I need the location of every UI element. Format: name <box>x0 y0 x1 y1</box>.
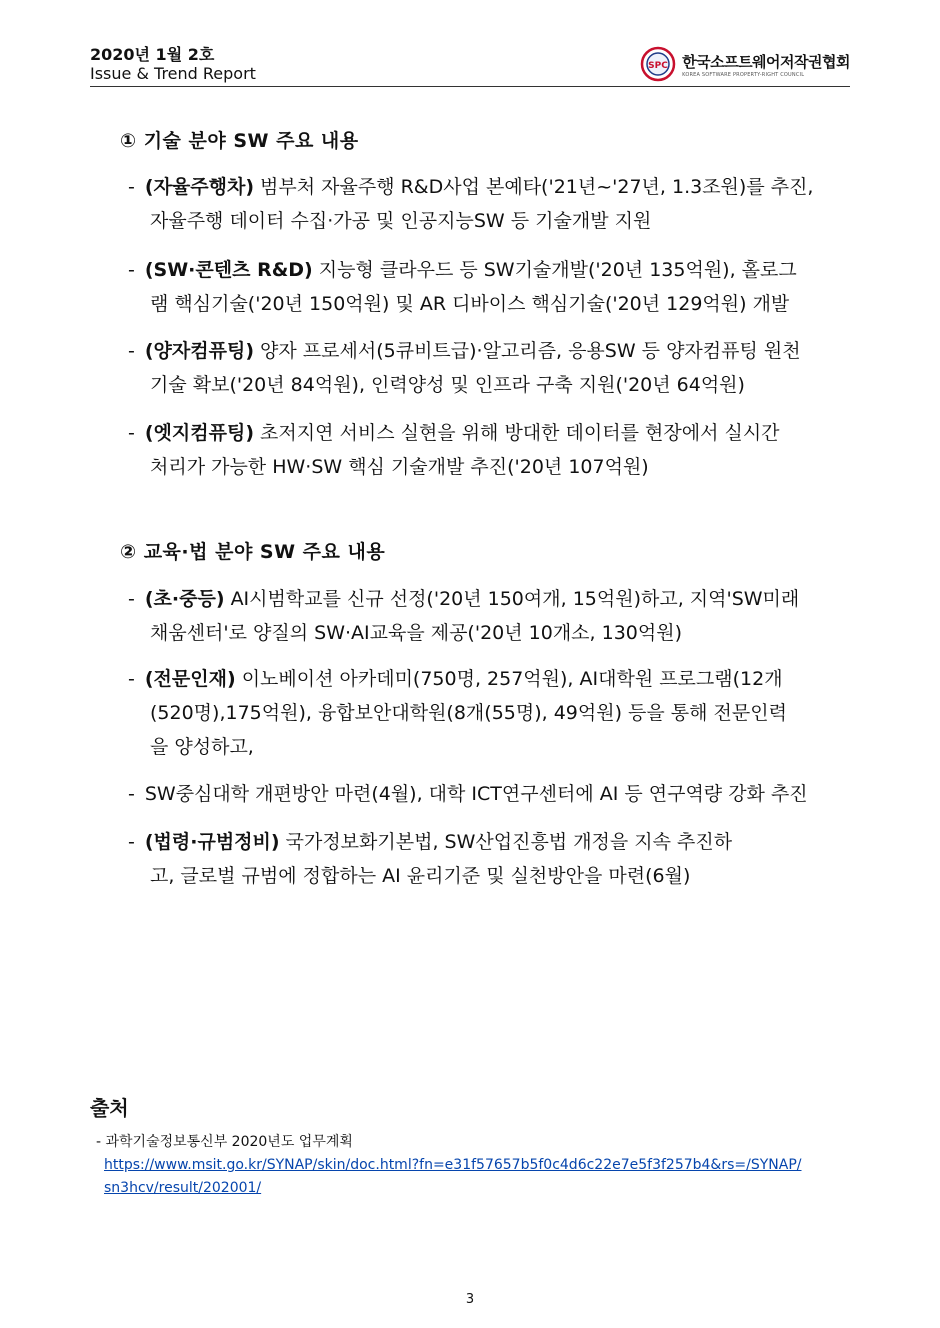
header-divider <box>90 86 850 87</box>
item-label: (자율주행차) <box>144 176 254 198</box>
item-text-cont: 기술 확보('20년 84억원), 인력양성 및 인프라 구축 지원('20년 64억원) <box>150 374 745 396</box>
list-item: - SW중심대학 개편방안 마련(4월), 대학 ICT연구센터에 AI 등 연구역량 강화 추진 <box>128 777 850 811</box>
source-url-line2: sn3hcv/result/202001/ <box>104 1180 262 1196</box>
emblem-text: SPC <box>648 61 668 71</box>
report-title: Issue & Trend Report <box>90 64 256 83</box>
item-label: (양자컴퓨팅) <box>144 340 254 362</box>
item-label: (SW·콘텐츠 R&D) <box>144 259 313 281</box>
list-item: - (자율주행차) 범부처 자율주행 R&D사업 본예타('21년~'27년, 1.3조원)를 추진, 자율주행 데이터 수집·가공 및 인공지능SW 등 기술개발 지원 <box>128 170 850 238</box>
item-text-cont: 자율주행 데이터 수집·가공 및 인공지능SW 등 기술개발 지원 <box>150 210 652 232</box>
item-text-cont: 을 양성하고, <box>150 736 254 758</box>
source-text: - 과학기술정보통신부 2020년도 업무계획 <box>96 1134 353 1150</box>
item-text-cont: 고, 글로벌 규범에 정합하는 AI 윤리기준 및 실천방안을 마련(6월) <box>150 865 691 887</box>
spc-emblem-icon <box>640 46 676 82</box>
item-text: AI시범학교를 신규 선정('20년 150여개, 15억원)하고, 지역'SW미래 <box>230 588 800 610</box>
source-url-line1: https://www.msit.go.kr/SYNAP/skin/doc.html?fn=e31f57657b5f0c4d6c22e7e5f3f257b4&rs=/SYNAP/ <box>104 1157 802 1173</box>
issue-date: 2020년 1월 2호 <box>90 45 215 64</box>
page-number: 3 <box>465 1292 475 1307</box>
org-english-name: KOREA SOFTWARE PROPERTY-RIGHT COUNCIL <box>682 71 805 78</box>
item-label: (초·중등) <box>144 588 225 610</box>
source-block <box>96 1131 802 1200</box>
list-item: - (엣지컴퓨팅) 초저지연 서비스 실현을 위해 방대한 데이터를 현장에서 실시간 처리가 가능한 HW·SW 핵심 기술개발 추진('20년 107억원) <box>128 416 850 484</box>
item-text-cont: 채움센터'로 양질의 SW·AI교육을 제공('20년 10개소, 130억원) <box>150 622 682 644</box>
item-text: 초저지연 서비스 실현을 위해 방대한 데이터를 현장에서 실시간 <box>260 422 780 444</box>
list-item: - (SW·콘텐츠 R&D) 지능형 클라우드 등 SW기술개발('20년 135억원), 홀로그 램 핵심기술('20년 150억원) 및 AR 디바이스 핵심기술('20년 129억원) 개발 <box>128 253 850 321</box>
section-2-title: ② 교육·법 분야 SW 주요 내용 <box>120 541 386 563</box>
list-item: - (법령·규범정비) 국가정보화기본법, SW산업진흥법 개정을 지속 추진하 고, 글로벌 규범에 정합하는 AI 윤리기준 및 실천방안을 마련(6월) <box>128 825 850 893</box>
org-logo <box>640 46 850 82</box>
list-item: - (양자컴퓨팅) 양자 프로세서(5큐비트급)·알고리즘, 응용SW 등 양자컴퓨팅 원천 기술 확보('20년 84억원), 인력양성 및 인프라 구축 지원('20년 64억원) <box>128 334 850 402</box>
item-text-cont: 처리가 가능한 HW·SW 핵심 기술개발 추진('20년 107억원) <box>150 456 649 478</box>
org-name: 한국소프트웨어저작권협회 <box>682 52 850 71</box>
list-item: - (초·중등) AI시범학교를 신규 선정('20년 150여개, 15억원)하고, 지역'SW미래 채움센터'로 양질의 SW·AI교육을 제공('20년 10개소, 130억원) <box>128 582 850 650</box>
item-text: 지능형 클라우드 등 SW기술개발('20년 135억원), 홀로그 <box>318 259 797 281</box>
item-text: 국가정보화기본법, SW산업진흥법 개정을 지속 추진하 <box>285 831 733 853</box>
item-label: (법령·규범정비) <box>144 831 280 853</box>
item-text: 이노베이션 아카데미(750명, 257억원), AI대학원 프로그램(12개 <box>241 668 783 690</box>
item-label: (엣지컴퓨팅) <box>144 422 254 444</box>
section-1-title: ① 기술 분야 SW 주요 내용 <box>120 130 359 152</box>
item-text: 범부처 자율주행 R&D사업 본예타('21년~'27년, 1.3조원)를 추진, <box>260 176 814 198</box>
item-text-cont: (520명),175억원), 융합보안대학원(8개(55명), 49억원) 등을 통해 전문인력 <box>150 702 787 724</box>
item-label: (전문인재) <box>144 668 236 690</box>
list-item: - (전문인재) 이노베이션 아카데미(750명, 257억원), AI대학원 프로그램(12개 (520명),175억원), 융합보안대학원(8개(55명), 49억원) 등을 통해 전문인력 을 양성하고, <box>128 662 850 764</box>
item-text: SW중심대학 개편방안 마련(4월), 대학 ICT연구센터에 AI 등 연구역량 강화 추진 <box>144 783 808 805</box>
item-text-cont: 램 핵심기술('20년 150억원) 및 AR 디바이스 핵심기술('20년 129억원) 개발 <box>150 293 790 315</box>
item-text: 양자 프로세서(5큐비트급)·알고리즘, 응용SW 등 양자컴퓨팅 원천 <box>260 340 801 362</box>
page-header <box>90 38 850 86</box>
source-heading: 출처 <box>90 1096 129 1120</box>
source-link[interactable] <box>104 1154 802 1200</box>
